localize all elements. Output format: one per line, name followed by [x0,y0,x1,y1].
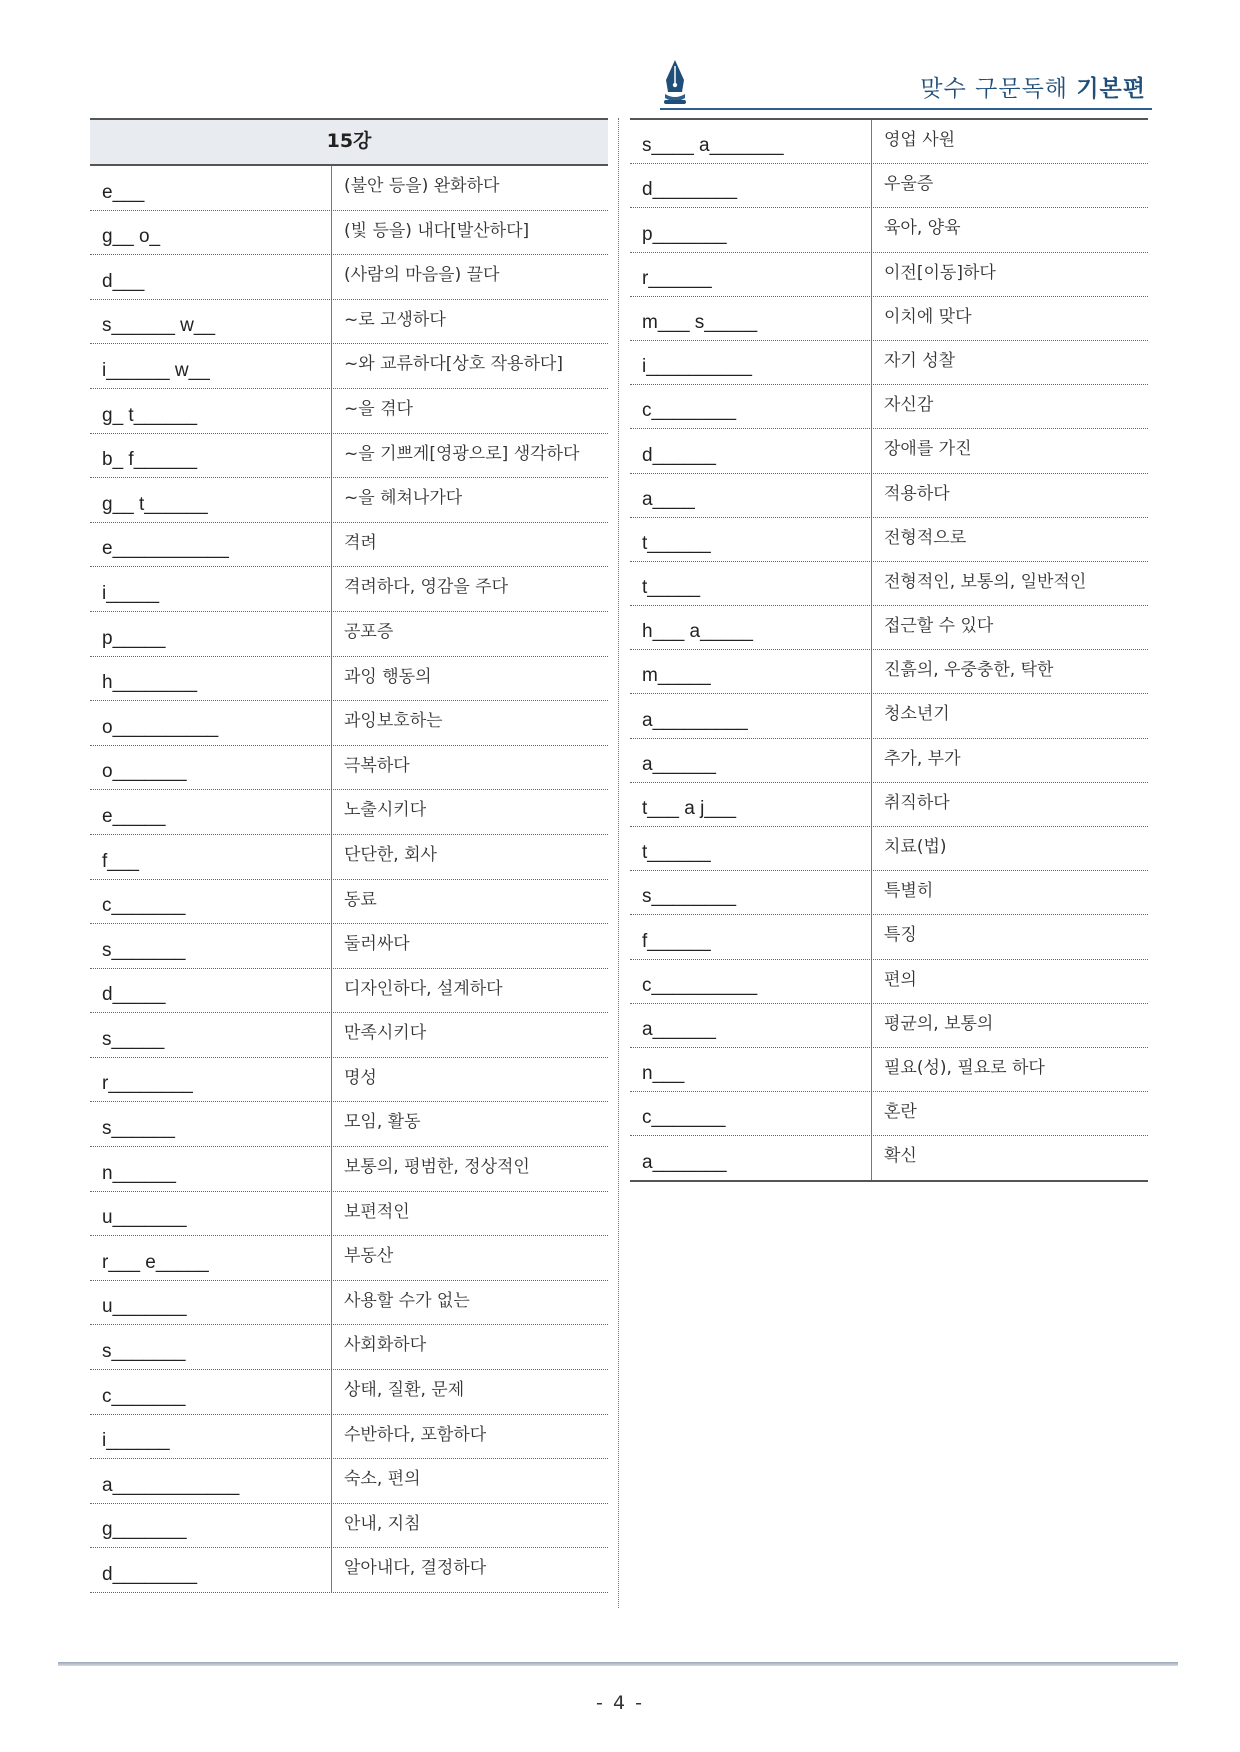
korean-meaning: 상태, 질환, 문제 [344,1380,465,1401]
english-blank: f______ [630,915,872,958]
english-blank: a____ [630,474,872,517]
column-divider [618,118,619,1608]
vocab-row [90,1281,608,1326]
vocab-row [630,164,1148,208]
korean-meaning: 격려하다, 영감을 주다 [344,577,509,598]
korean-meaning: 자기 성찰 [884,350,956,371]
korean-meaning: ~로 고생하다 [344,309,446,330]
vocab-row [90,567,608,612]
vocab-row [90,969,608,1014]
korean-meaning: 치료(법) [884,837,947,857]
english-blank: i_____ [90,567,332,611]
english-blank: i______ w__ [90,344,332,388]
vocab-row [630,208,1148,252]
vocab-row [90,835,608,880]
vocab-row [90,657,608,702]
vocab-row [90,1548,608,1593]
vocab-row [90,1325,608,1370]
vocab-row [630,915,1148,959]
vocab-row [90,701,608,746]
english-blank: r______ [630,253,872,296]
korean-meaning: 단단한, 회사 [344,844,437,865]
korean-meaning: 육아, 양육 [884,218,961,239]
vocab-row [630,118,1148,164]
english-blank: t______ [630,518,872,561]
korean-meaning: 극복하다 [344,755,410,776]
korean-meaning: 과잉보호하는 [344,711,443,732]
vocab-row [90,612,608,657]
english-blank: e_____ [90,790,332,834]
english-blank: c_______ [90,1370,332,1414]
english-blank: e___________ [90,523,332,567]
korean-meaning: 숙소, 편의 [344,1469,421,1490]
korean-meaning: 이치에 맞다 [884,306,972,327]
vocab-row [90,523,608,568]
korean-meaning: 접근할 수 있다 [884,616,994,637]
vocab-row [630,1136,1148,1181]
korean-meaning: ~을 겪다 [344,398,413,419]
english-blank: r________ [90,1058,332,1102]
header-rule [660,108,1152,110]
korean-meaning: 자신감 [884,395,934,416]
vocab-row [90,434,608,479]
vocab-row [90,255,608,300]
english-blank: h___ a_____ [630,606,872,649]
english-blank: g_______ [90,1504,332,1548]
korean-meaning: 만족시키다 [344,1023,427,1044]
korean-meaning: 진흙의, 우중충한, 탁한 [884,660,1054,681]
korean-meaning: 장애를 가진 [884,439,972,460]
english-blank: n______ [90,1147,332,1191]
vocab-row [630,297,1148,341]
english-blank: b_ f______ [90,434,332,478]
english-blank: p_______ [630,208,872,251]
vocab-row [90,1370,608,1415]
english-blank: s________ [630,871,872,914]
vocab-row [90,1147,608,1192]
korean-meaning: 과잉 행동의 [344,666,432,687]
vocab-row [630,1092,1148,1136]
english-blank: s_______ [90,1325,332,1369]
vocab-row [90,211,608,256]
page-number: - 4 - [596,1692,644,1714]
vocab-row [90,1504,608,1549]
korean-meaning: 이전[이동]하다 [884,262,996,283]
vocab-row [630,960,1148,1004]
korean-meaning: 격려 [344,532,377,553]
english-blank: n___ [630,1048,872,1091]
english-blank: s______ w__ [90,300,332,344]
english-blank: s_______ [90,924,332,968]
english-blank: c__________ [630,960,872,1003]
vocab-row [90,166,608,211]
vocab-table-right [630,118,1148,1182]
english-blank: m_____ [630,650,872,693]
english-blank: p_____ [90,612,332,656]
vocab-row [90,344,608,389]
english-blank: o__________ [90,701,332,745]
english-blank: h________ [90,657,332,701]
korean-meaning: 둘러싸다 [344,934,410,955]
korean-meaning: 편의 [884,969,917,990]
vocab-row [90,1102,608,1147]
english-blank: c________ [630,385,872,428]
english-blank: d________ [90,1548,332,1592]
english-blank: e___ [90,166,332,210]
table-title: 15강 [90,118,608,166]
english-blank: a____________ [90,1459,332,1503]
korean-meaning: 전형적인, 보통의, 일반적인 [884,571,1087,592]
english-blank: a_______ [630,1136,872,1179]
korean-meaning: 특징 [884,925,917,946]
english-blank: g__ o_ [90,211,332,255]
vocab-row [90,1058,608,1103]
english-blank: t______ [630,827,872,870]
vocab-row [630,739,1148,783]
korean-meaning: (사람의 마음을) 끌다 [344,265,500,286]
korean-meaning: (불안 등을) 완화하다 [344,176,500,196]
korean-meaning: ~을 기쁘게[영광으로] 생각하다 [344,443,580,464]
vocab-row [90,1192,608,1237]
vocab-row [90,880,608,925]
vocab-row [630,474,1148,518]
english-blank: c_______ [90,880,332,924]
english-blank: m___ s_____ [630,297,872,340]
korean-meaning: 전형적으로 [884,527,967,548]
left-table-body [90,166,608,1593]
vocab-row [90,300,608,345]
english-blank: i__________ [630,341,872,384]
korean-meaning: 수반하다, 포함하다 [344,1424,487,1445]
english-blank: s____ a_______ [630,120,872,163]
english-blank: s_____ [90,1013,332,1057]
right-table-body [630,118,1148,1182]
korean-meaning: 평균의, 보통의 [884,1013,994,1034]
korean-meaning: 추가, 부가 [884,748,961,769]
korean-meaning: 사회화하다 [344,1335,427,1356]
english-blank: c_______ [630,1092,872,1135]
korean-meaning: 혼란 [884,1102,917,1123]
vocab-row [90,478,608,523]
vocab-row [630,783,1148,827]
vocab-row [90,1236,608,1281]
korean-meaning: 취직하다 [884,792,950,813]
vocab-row [630,518,1148,562]
english-blank: i______ [90,1415,332,1459]
korean-meaning: 노출시키다 [344,800,427,821]
english-blank: u_______ [90,1281,332,1325]
korean-meaning: 명성 [344,1067,377,1088]
english-blank: d___ [90,255,332,299]
english-blank: g__ t______ [90,478,332,522]
header-title-bold: 기본편 [1076,76,1146,102]
vocab-row [630,871,1148,915]
vocab-row [90,924,608,969]
vocab-row [90,1415,608,1460]
english-blank: d______ [630,429,872,472]
korean-meaning: 디자인하다, 설계하다 [344,978,503,999]
footer-rule [58,1662,1178,1666]
korean-meaning: 공포증 [344,621,394,642]
korean-meaning: (빛 등을) 내다[발산하다] [344,220,530,241]
english-blank: f___ [90,835,332,879]
korean-meaning: 안내, 지침 [344,1513,421,1534]
korean-meaning: 모임, 활동 [344,1112,421,1133]
korean-meaning: 필요(성), 필요로 하다 [884,1057,1045,1078]
fountain-pen-nib-icon [660,58,690,110]
korean-meaning: 확신 [884,1146,917,1167]
english-blank: a______ [630,739,872,782]
vocab-row [90,1013,608,1058]
page-header [660,58,1152,110]
vocab-table-left [90,118,608,1593]
vocab-row [630,1004,1148,1048]
english-blank: a______ [630,1004,872,1047]
english-blank: u_______ [90,1192,332,1236]
korean-meaning: 특별히 [884,881,934,902]
vocab-row [90,1459,608,1504]
english-blank: a_________ [630,694,872,737]
korean-meaning: 적용하다 [884,483,950,504]
korean-meaning: 알아내다, 결정하다 [344,1558,487,1579]
korean-meaning: ~와 교류하다[상호 작용하다] [344,354,563,375]
vocab-row [630,694,1148,738]
header-title [920,70,1146,103]
korean-meaning: 부동산 [344,1246,394,1267]
korean-meaning: 보통의, 평범한, 정상적인 [344,1157,530,1178]
english-blank: d________ [630,164,872,207]
english-blank: t_____ [630,562,872,605]
vocab-row [630,562,1148,606]
vocab-row [630,827,1148,871]
vocab-row [630,1048,1148,1092]
korean-meaning: 보편적인 [344,1201,410,1222]
english-blank: o_______ [90,746,332,790]
vocab-row [90,389,608,434]
english-blank: d_____ [90,969,332,1013]
vocab-row [630,253,1148,297]
korean-meaning: 청소년기 [884,704,950,725]
vocab-row [90,790,608,835]
korean-meaning: 사용할 수가 없는 [344,1290,470,1311]
vocab-row [630,606,1148,650]
vocab-row [630,650,1148,694]
vocab-row [630,341,1148,385]
english-blank: t___ a j___ [630,783,872,826]
header-title-plain: 맞수 구문독해 [920,76,1069,102]
vocab-row [90,746,608,791]
vocab-row [630,429,1148,473]
english-blank: s______ [90,1102,332,1146]
korean-meaning: 동료 [344,889,377,910]
english-blank: r___ e_____ [90,1236,332,1280]
vocab-row [630,385,1148,429]
korean-meaning: ~을 헤쳐나가다 [344,488,463,509]
korean-meaning: 영업 사원 [884,130,956,150]
korean-meaning: 우울증 [884,174,934,195]
english-blank: g_ t______ [90,389,332,433]
